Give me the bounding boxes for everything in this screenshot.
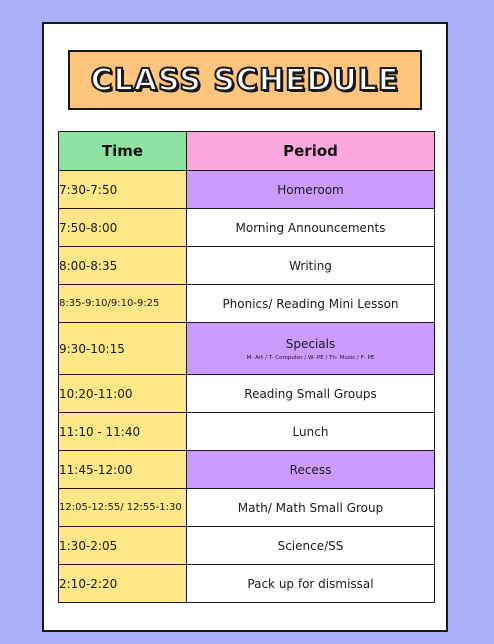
- time-cell: 8:00-8:35: [59, 247, 187, 285]
- schedule-page: [42, 22, 448, 632]
- table-row: [59, 285, 435, 323]
- period-cell: Writing: [187, 247, 435, 285]
- time-cell: 10:20-11:00: [59, 375, 187, 413]
- period-cell: Homeroom: [187, 171, 435, 209]
- period-cell: Pack up for dismissal: [187, 565, 435, 603]
- title-banner: [68, 50, 422, 110]
- period-column-header: Period: [187, 132, 435, 171]
- period-cell: [187, 323, 435, 375]
- table-row: [59, 413, 435, 451]
- time-cell: 12:05-12:55/ 12:55-1:30: [59, 489, 187, 527]
- period-cell: Math/ Math Small Group: [187, 489, 435, 527]
- table-row: [59, 171, 435, 209]
- time-cell: 11:10 - 11:40: [59, 413, 187, 451]
- period-cell: Reading Small Groups: [187, 375, 435, 413]
- table-row: [59, 247, 435, 285]
- period-cell: Recess: [187, 451, 435, 489]
- page-title: CLASS SCHEDULE: [90, 62, 400, 98]
- period-cell: Science/SS: [187, 527, 435, 565]
- table-row: [59, 527, 435, 565]
- time-cell: 8:35-9:10/9:10-9:25: [59, 285, 187, 323]
- table-row: [59, 451, 435, 489]
- period-cell: Morning Announcements: [187, 209, 435, 247]
- time-cell: 1:30-2:05: [59, 527, 187, 565]
- time-cell: 11:45-12:00: [59, 451, 187, 489]
- specials-schedule-note: M- Art / T- Computer / W- PE / Th- Music / F- PE: [246, 354, 375, 361]
- time-cell: 2:10-2:20: [59, 565, 187, 603]
- table-row: [59, 489, 435, 527]
- period-label: Specials: [285, 336, 336, 351]
- time-cell: 9:30-10:15: [59, 323, 187, 375]
- table-row: [59, 375, 435, 413]
- time-cell: 7:30-7:50: [59, 171, 187, 209]
- period-cell: Phonics/ Reading Mini Lesson: [187, 285, 435, 323]
- table-header-row: [59, 132, 435, 171]
- table-row: [59, 565, 435, 603]
- time-column-header: Time: [59, 132, 187, 171]
- time-cell: 7:50-8:00: [59, 209, 187, 247]
- table-row: [59, 323, 435, 375]
- table-row: [59, 209, 435, 247]
- schedule-table: [58, 131, 435, 603]
- period-cell: Lunch: [187, 413, 435, 451]
